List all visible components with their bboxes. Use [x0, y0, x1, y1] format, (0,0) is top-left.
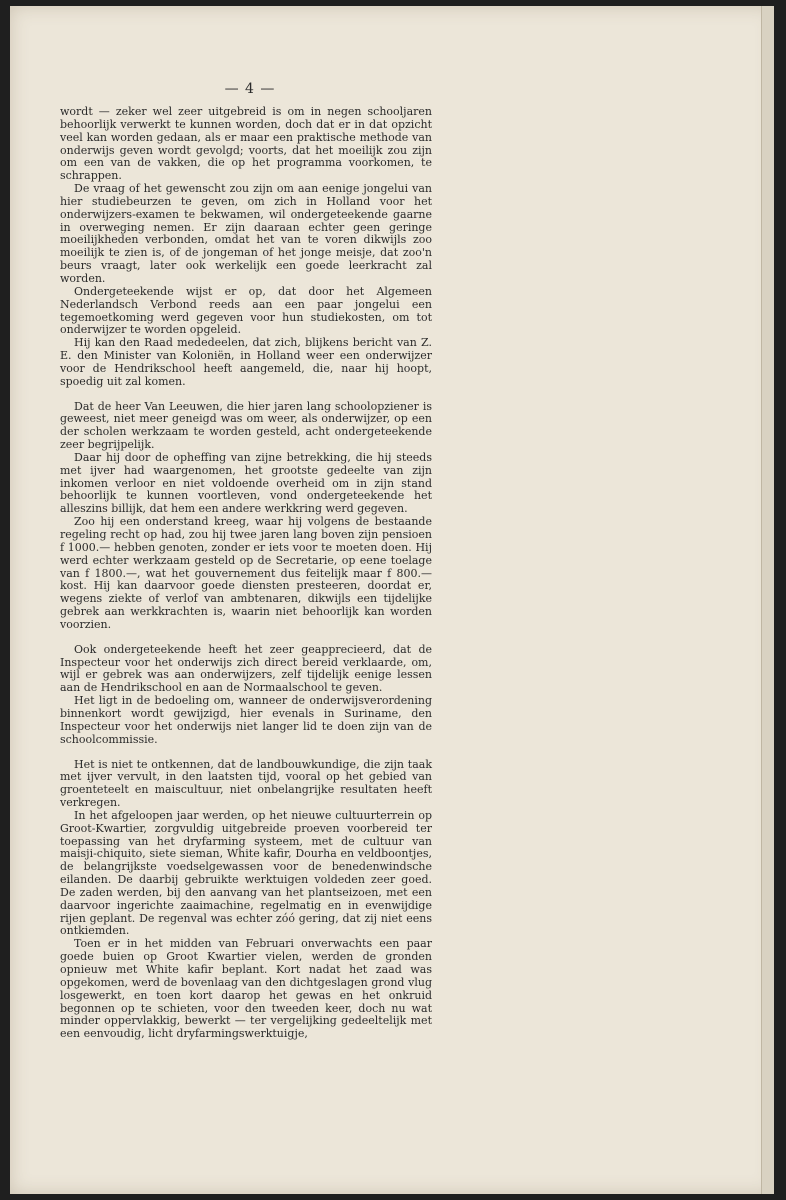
- paragraph-3: Ondergeteekende wijst er op, dat door het Algemeen Nederlandsch Verbond reeds aan een paar jongelui een tegemoetkoming werd gegeven voor hun studiekosten, om tot onderwijzer te worden opgeleid.: [60, 284, 432, 337]
- paragraph-5: Dat de heer Van Leeuwen, die hier jaren lang schoolopziener is geweest, niet meer geneigd was om weer, als onderwijzer, op een der scholen werkzaam te worden gesteld, acht ondergeteekende zeer begrijpelijk.: [60, 399, 432, 452]
- paragraph-4: Hij kan den Raad mededeelen, dat zich, blijkens bericht van Z. E. den Minister van Koloniën, in Holland weer een onderwijzer voor de Hendrikschool heeft aangemeld, die, naar hij hoopt, spoedig uit zal komen.: [60, 336, 432, 388]
- paragraph-2: De vraag of het gewenscht zou zijn om aan eenige jongelui van hier studiebeurzen te geven, om zich in Holland voor het onderwijzers-examen te bekwamen, wil ondergeteekende gaarne in overweging nemen. Er zijn daaraan echter geen geringe moeilijkheden verbonden, omdat het van te voren dikwijls zoo moeilijk te zien is, of de jongeman of het jonge meisje, dat zoo'n beurs vraagt, later ook werkelijk een goede leerkracht zal worden.: [60, 182, 432, 285]
- paragraph-6: Daar hij door de opheffing van zijne betrekking, die hij steeds met ijver had waargenomen, het grootste gedeelte van zijn inkomen verloor en niet voldoende overheid om in zijn stand behoorlijk te kunnen voortleven, vond ondergeteekende het alleszins billijk, dat hem een andere werkkring werd gegeven.: [60, 450, 432, 516]
- page-edge: [761, 6, 774, 1194]
- paragraph-8: Ook ondergeteekende heeft het zeer geapprecieerd, dat de Inspecteur voor het onderwijs zich direct bereid verklaarde, om, wijl er gebrek was aan onderwijzers, zelf tijdelijk eenige lessen aan de Hendrikschool en aan de Normaalschool te geven.: [60, 642, 432, 695]
- document-page: [10, 6, 774, 1194]
- paragraph-1: wordt — zeker wel zeer uitgebreid is om in negen schooljaren behoorlijk verwerkt te kunnen worden, doch dat er in dat opzicht veel kan worden gedaan, als er maar een praktische methode van onderwijs geven wordt gevolgd; voorts, dat het moeilijk zou zijn om een van de vakken, die op het programma voorkomen, te schrappen.: [60, 105, 432, 183]
- section-gap: [60, 747, 432, 759]
- paragraph-10: Het is niet te ontkennen, dat de landbouwkundige, die zijn taak met ijver vervult, in den laatsten tijd, vooral op het gebied van groenteteelt en maiscultuur, niet onbelangrijke resultaten heeft verkregen.: [60, 757, 432, 810]
- paragraph-7: Zoo hij een onderstand kreeg, waar hij volgens de bestaande regeling recht op had, zou hij twee jaren lang boven zijn pensioen f 1000.— hebben genoten, zonder er iets voor te moeten doen. Hij werd echter werkzaam gesteld op de Secretarie, op eene toelage van f 1800.—, wat het gouvernement dus feitelijk maar f 800.— kost. Hij kan daarvoor goede diensten presteeren, doordat er, wegens ziekte of verlof van ambtenaren, dikwijls een tijdelijke gebrek aan werkkrachten is, waarin niet behoorlijk kan worden voorzien.: [60, 515, 432, 631]
- paragraph-9: Het ligt in de bedoeling om, wanneer de onderwijsverordening binnenkort wordt gewijzigd, hier evenals in Suriname, den Inspecteur voor het onderwijs niet langer lid te doen zijn van de schoolcommissie.: [60, 694, 432, 746]
- page-number: — 4 —: [224, 81, 276, 97]
- paragraph-11: In het afgeloopen jaar werden, op het nieuwe cultuurterrein op Groot-Kwartier, zorgvuldig uitgebreide proeven voorbereid ter toepassing van het dryfarming systeem, met de cultuur van maisji-chiquito, siete sieman, White kafir, Dourha en veldboontjes, de belangrijkste voedselgewassen voor de benedenwindsche eilanden. De daarbij gebruikte werktuigen voldeden zeer goed. De zaden werden, bij den aanvang van het plantseizoen, met een daarvoor ingerichte zaaimachine, regelmatig en in evenwijdige rijen geplant. De regenval was echter zóó gering, dat zij niet eens ontkiemden.: [60, 808, 432, 938]
- body-text: [60, 106, 432, 1041]
- section-gap: [60, 632, 432, 644]
- section-gap: [60, 389, 432, 401]
- paragraph-12: Toen er in het midden van Februari onverwachts een paar goede buien op Groot Kwartier vielen, werden de gronden opnieuw met White kafir beplant. Kort nadat het zaad was opgekomen, werd de bovenlaag van den dichtgeslagen grond vlug losgewerkt, en toen kort daarop het gewas en het onkruid begonnen op te schieten, voor den tweeden keer, doch nu wat minder oppervlakkig, bewerkt — ter vergelijking gedeeltelijk met een eenvoudig, licht dryfarmingswerktuigje,: [60, 937, 432, 1041]
